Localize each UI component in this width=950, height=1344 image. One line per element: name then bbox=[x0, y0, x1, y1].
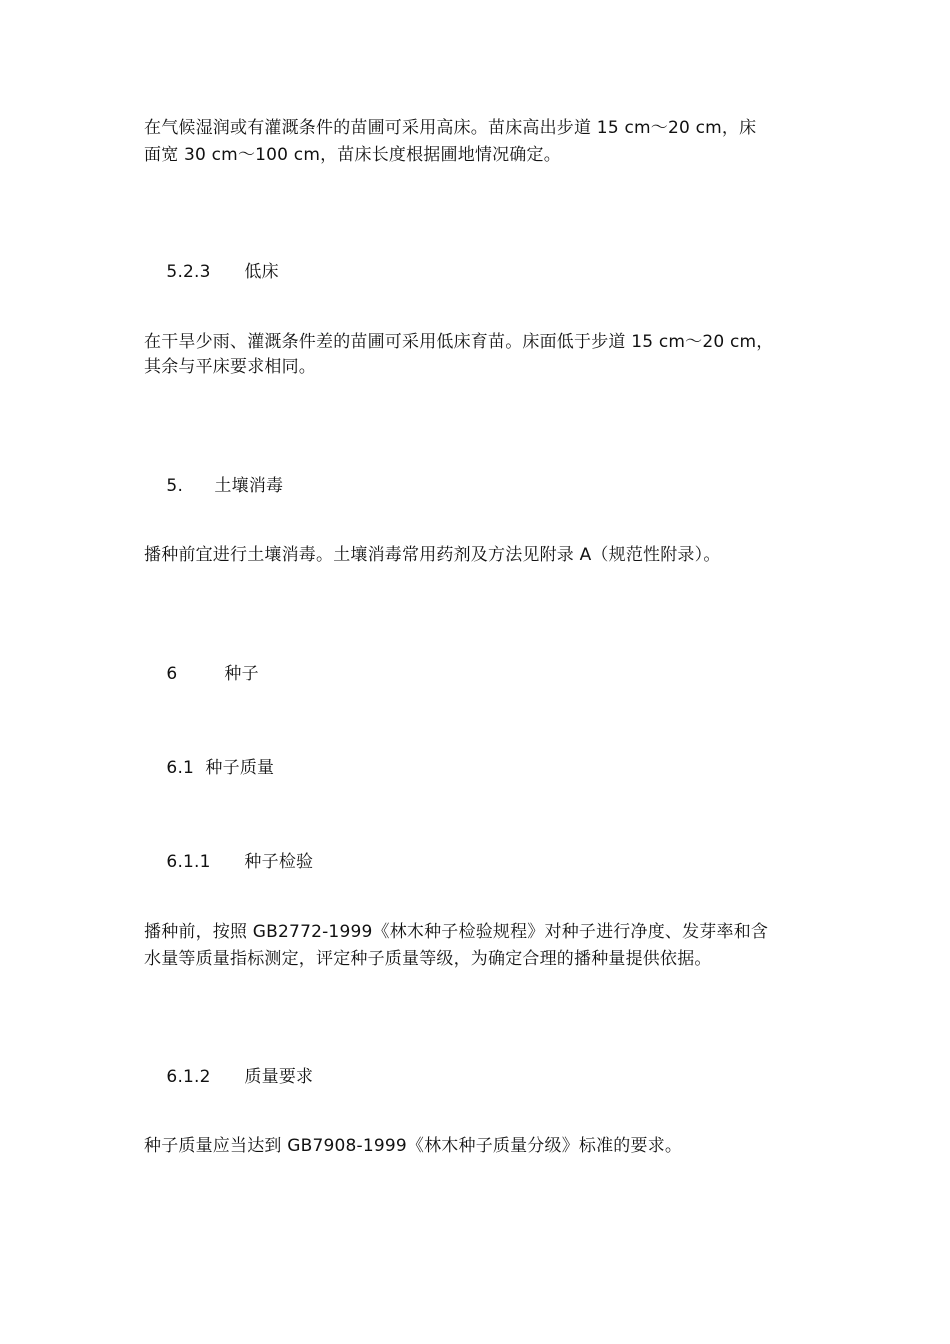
heading-number: 6.1 bbox=[166, 758, 195, 778]
heading-number: 5. bbox=[166, 476, 184, 496]
heading-number: 6 bbox=[166, 664, 178, 684]
heading-title: 种子质量 bbox=[205, 758, 275, 778]
paragraph-high-bed-line-2: 面宽 30 cm～100 cm，苗床长度根据圃地情况确定。 bbox=[144, 145, 561, 165]
heading-title: 种子 bbox=[224, 664, 259, 684]
heading-title: 种子检验 bbox=[244, 852, 314, 872]
heading-number: 5.2.3 bbox=[166, 262, 211, 282]
paragraph-inspection-line-2: 水量等质量指标测定，评定种子质量等级，为确定合理的播种量提供依据。 bbox=[144, 949, 712, 969]
heading-5 bbox=[144, 450, 283, 522]
paragraph-low-bed-line-1: 在干旱少雨、灌溉条件差的苗圃可采用低床育苗。床面低于步道 15 cm～20 cm， bbox=[144, 332, 774, 352]
paragraph-quality-requirement: 种子质量应当达到 GB7908-1999《林木种子质量分级》标准的要求。 bbox=[144, 1136, 683, 1156]
paragraph-inspection-line-1: 播种前，按照 GB2772-1999《林木种子检验规程》对种子进行净度、发芽率和含 bbox=[144, 922, 769, 942]
heading-title: 低床 bbox=[244, 262, 279, 282]
heading-number: 6.1.1 bbox=[166, 852, 211, 872]
heading-number: 6.1.2 bbox=[166, 1067, 211, 1087]
paragraph-low-bed-line-2: 其余与平床要求相同。 bbox=[144, 357, 316, 377]
heading-6-1-2 bbox=[144, 1041, 313, 1113]
heading-6 bbox=[144, 638, 259, 710]
heading-title: 质量要求 bbox=[244, 1067, 314, 1087]
paragraph-soil-disinfection: 播种前宜进行土壤消毒。土壤消毒常用药剂及方法见附录 A（规范性附录）。 bbox=[144, 545, 721, 565]
heading-6-1 bbox=[144, 732, 274, 804]
heading-title: 土壤消毒 bbox=[214, 476, 284, 496]
heading-5-2-3 bbox=[144, 236, 279, 308]
heading-6-1-1 bbox=[144, 826, 313, 898]
paragraph-high-bed-line-1: 在气候湿润或有灌溉条件的苗圃可采用高床。苗床高出步道 15 cm～20 cm，床 bbox=[144, 118, 757, 138]
